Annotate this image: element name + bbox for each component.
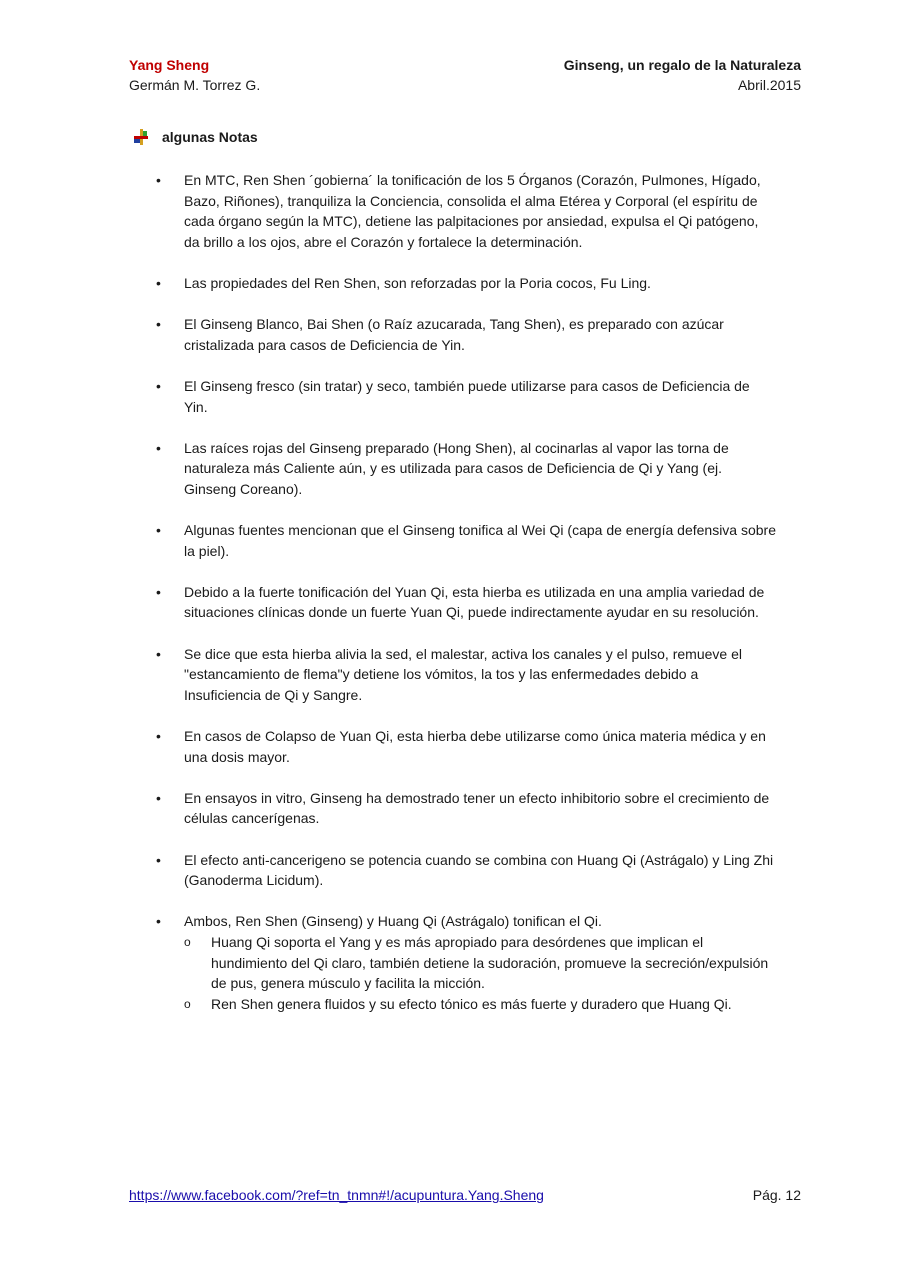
page-number: Pág. 12 (752, 1187, 801, 1203)
section-heading (132, 128, 258, 146)
brand-name: Yang Sheng (129, 57, 210, 73)
document-title: Ginseng, un regalo de la Naturaleza (563, 57, 801, 73)
header-left (129, 55, 260, 95)
facebook-link[interactable]: https://www.facebook.com/?ref=tn_tnmn#!/acupuntura.Yang.Sheng (129, 1187, 544, 1203)
note-item: • Algunas fuentes mencionan que el Ginseng tonifica al Wei Qi (capa de energía defensiva sobre la piel). (156, 520, 776, 561)
note-item: • En ensayos in vitro, Ginseng ha demostrado tener un efecto inhibitorio sobre el crecimiento de células cancerígenas. (156, 788, 776, 829)
note-item: • En casos de Colapso de Yuan Qi, esta hierba debe utilizarse como única materia médica y en una dosis mayor. (156, 726, 776, 767)
notes-list (156, 170, 776, 1035)
note-item: • El efecto anti-cancerigeno se potencia cuando se combina con Huang Qi (Astrágalo) y Ling Zhi (Ganoderma Licidum). (156, 850, 776, 891)
author-name: Germán M. Torrez G. (129, 77, 261, 93)
subnote-item: o Ren Shen genera fluidos y su efecto tónico es más fuerte y duradero que Huang Qi. (184, 994, 776, 1015)
footer (129, 1185, 801, 1205)
section-heading-text: algunas Notas (162, 129, 258, 145)
note-item: • Las propiedades del Ren Shen, son reforzadas por la Poria cocos, Fu Ling. (156, 273, 776, 294)
note-item: • El Ginseng fresco (sin tratar) y seco, también puede utilizarse para casos de Deficiencia de Yin. (156, 376, 776, 417)
four-color-bullet-icon (132, 128, 150, 146)
subnotes-list (184, 932, 776, 1014)
note-item-text: Ambos, Ren Shen (Ginseng) y Huang Qi (Astrágalo) tonifican el Qi. (184, 913, 602, 930)
note-item: • En MTC, Ren Shen ´gobierna´ la tonificación de los 5 Órganos (Corazón, Pulmones, Hígado, Bazo, Riñones), tranquiliza la Conciencia, consolida el alma Etérea y Corporal (el espíritu de cada órgano según la MTC), detiene las palpitaciones por ansiedad, expulsa el Qi patógeno, da brillo a los ojos, abre el Corazón y fortalece la determinación. (156, 170, 776, 252)
document-date: Abril.2015 (737, 77, 801, 93)
note-item: • Debido a la fuerte tonificación del Yuan Qi, esta hierba es utilizada en una amplia variedad de situaciones clínicas donde un fuerte Yuan Qi, puede indirectamente ayudar en su resolución. (156, 582, 776, 623)
note-item: • Se dice que esta hierba alivia la sed, el malestar, activa los canales y el pulso, remueve el "estancamiento de flema"y detiene los vómitos, la tos y las enfermedades debido a Insuficiencia de Qi y Sangre. (156, 644, 776, 706)
subnote-item: o Huang Qi soporta el Yang y es más apropiado para desórdenes que implican el hundimiento del Qi claro, también detiene la sudoración, promueve la secreción/expulsión de pus, genera músculo y facilita la micción. (184, 932, 776, 994)
note-item-with-subnotes (156, 911, 776, 1014)
note-item: • El Ginseng Blanco, Bai Shen (o Raíz azucarada, Tang Shen), es preparado con azúcar cristalizada para casos de Deficiencia de Yin. (156, 314, 776, 355)
note-item: • Las raíces rojas del Ginseng preparado (Hong Shen), al cocinarlas al vapor las torna de naturaleza más Caliente aún, y es utilizada para casos de Deficiencia de Qi y Yang (ej. Ginseng Coreano). (156, 438, 776, 500)
header-right (564, 55, 801, 95)
